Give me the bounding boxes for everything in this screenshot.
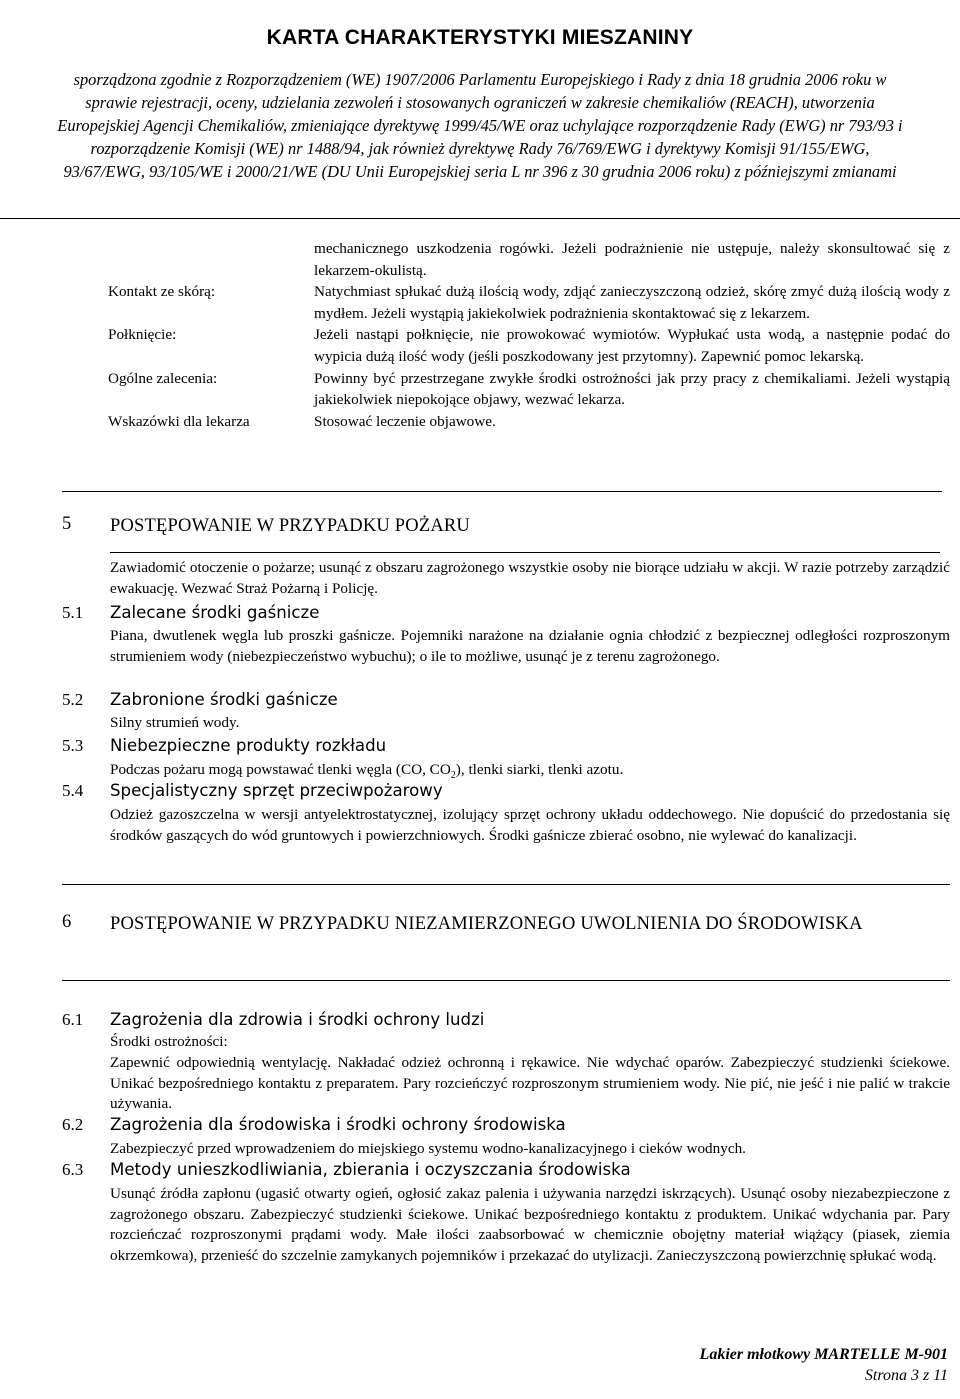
- first-aid-text: Natychmiast spłukać dużą ilością wody, zdjąć zanieczyszczoną odzież, skórę zmyć dużą ilością wody z mydłem. Jeżeli wystąpią jakiekolwiek podrażnienia skontaktować się z lekarzem.: [314, 283, 950, 322]
- first-aid-row: [108, 368, 950, 411]
- subsection-number: 6.3: [62, 1160, 84, 1179]
- first-aid-label: Wskazówki dla lekarza: [108, 412, 250, 430]
- subsection-number: 5.3: [62, 736, 84, 755]
- first-aid-row: [108, 238, 950, 281]
- subsection-title: Zagrożenia dla zdrowia i środki ochrony ludzi: [110, 1010, 485, 1029]
- subsection-6-1-heading: [62, 1010, 942, 1034]
- section-5-heading: [62, 514, 942, 540]
- subsection-title: Zalecane środki gaśnicze: [110, 603, 320, 622]
- divider: [110, 552, 940, 553]
- first-aid-text: Powinny być przestrzegane zwykłe środki ostrożności jak przy pracy z chemikaliami. Jeżeli wystąpią jakiekolwiek niepokojące objawy, wezwać lekarza.: [314, 369, 950, 409]
- subsection-title: Zagrożenia dla środowiska i środki ochrony środowiska: [110, 1115, 566, 1134]
- first-aid-text: Jeżeli nastąpi połknięcie, nie prowokować wymiotów. Wypłukać usta wodą, a następnie podać do wypicia dużą ilość wody (jeśli poszkodowany jest przytomny). Zapewnić pomoc lekarską.: [314, 326, 950, 365]
- first-aid-row: [108, 324, 950, 367]
- first-aid-row: [108, 411, 950, 433]
- document-title: KARTA CHARAKTERYSTYKI MIESZANINY: [266, 26, 694, 49]
- first-aid-row: [108, 281, 950, 324]
- section-title: POSTĘPOWANIE W PRZYPADKU POŻARU: [110, 516, 470, 536]
- first-aid-text: Stosować leczenie objawowe.: [314, 412, 496, 430]
- subsection-title: Zabronione środki gaśnicze: [110, 690, 338, 709]
- subsection-5-4-heading: [62, 781, 942, 805]
- first-aid-label: [108, 238, 314, 281]
- subsection-6-3-text: Usunąć źródła zapłonu (ugasić otwarty ogień, ogłosić zakaz palenia i używania narzędzi iskrzących). Usunąć osoby niezabezpieczone z zagrożonego obszaru. Zabezpieczyć studzienki ściekowe. Unikać bezpośredniego kontaktu z produktem. Unikać wdychania par. Pary rozcieńczać rozproszonymi prądami wody. Małe ilości zaabsorbować w chemicznie obojętny materiał wiążący (piasek, ziemia okrzemkowa), przenieść do szczelnie zamykanych pojemników i przekazać do utylizacji. Zanieczyszczoną powierzchnię spłukać wodą.: [110, 1185, 950, 1264]
- subsection-number: 6.1: [62, 1010, 84, 1029]
- subsection-5-4-text: Odzież gazoszczelna w wersji antyelektrostatycznej, izolujący sprzęt ochrony układu oddechowego. Nie dopuścić do przedostania się środków gaszących do wód gruntowych i powierzchniowych. Środki gaśnicze zbierać osobno, nie wylewać do kanalizacji.: [110, 806, 950, 844]
- divider: [62, 980, 950, 981]
- section-6-heading: [62, 912, 942, 964]
- subscript: 2: [450, 770, 456, 782]
- divider: [62, 884, 950, 885]
- subsection-title: Metody unieszkodliwiania, zbierania i oczyszczania środowiska: [110, 1160, 631, 1179]
- first-aid-label: Kontakt ze skórą:: [108, 283, 216, 301]
- subsection-number: 5.4: [62, 781, 84, 800]
- section-title: POSTĘPOWANIE W PRZYPADKU NIEZAMIERZONEGO UWOLNIENIA DO ŚRODOWISKA: [110, 914, 863, 934]
- document-header: [0, 0, 960, 219]
- subsection-title: Specjalistyczny sprzęt przeciwpożarowy: [110, 781, 443, 800]
- subsection-6-1-text: Zapewnić odpowiednią wentylację. Nakładać odzież ochronną i rękawice. Nie wdychać oparów. Zabezpieczyć studzienki ściekowe. Unikać bezpośredniego kontaktu z preparatem. Pary rozcieńczyć rozproszonym strumieniem wody. Nie pić, nie jeść i nie palić w trakcie używania.: [110, 1054, 950, 1112]
- subsection-6-3-heading: [62, 1160, 942, 1184]
- text-fragment: ), tlenki siarki, tlenki azotu.: [455, 761, 624, 778]
- footer-page: Strona 3 z 11: [864, 1367, 948, 1384]
- footer-product: Lakier młotkowy MARTELLE M-901: [699, 1346, 948, 1363]
- subsection-number: 5.2: [62, 690, 84, 709]
- subsection-5-3-heading: [62, 736, 942, 760]
- subsection-5-1-heading: [62, 603, 942, 627]
- subsection-title: Niebezpieczne produkty rozkładu: [110, 736, 387, 755]
- subsection-6-2-heading: [62, 1115, 942, 1139]
- section-number: 6: [62, 912, 72, 932]
- subsection-number: 6.2: [62, 1115, 84, 1134]
- regulation-note: sporządzona zgodnie z Rozporządzeniem (WE) 1907/2006 Parlamentu Europejskiego i Rady z dnia 18 grudnia 2006 roku w sprawie rejestracji, oceny, udzielania zezwoleń i stosowanych ograniczeń w zakresie chemikaliów (REACH), utworzenia Europejskiej Agencji Chemikaliów, zmieniające dyrektywę 1999/45/WE oraz uchylające rozporządzenie Rady (EWG) nr 793/93 i rozporządzenie Komisji (WE) nr 1488/94, jak również dyrektywę Rady 76/769/EWG i dyrektywy Komisji 91/155/EWG, 93/67/EWG, 93/105/WE i 2000/21/WE (DU Unii Europejskiej seria L nr 396 z 30 grudnia 2006 roku) z późniejszymi zmianami: [57, 70, 903, 181]
- first-aid-label: Połknięcie:: [108, 326, 177, 344]
- section-number: 5: [62, 514, 72, 534]
- text-fragment: Podczas pożaru mogą powstawać tlenki węgla (CO, CO: [110, 761, 451, 778]
- subsection-5-2-heading: [62, 690, 942, 714]
- subsection-6-2-text: Zabezpieczyć przed wprowadzeniem do miejskiego systemu wodno-kanalizacyjnego i cieków wodnych.: [110, 1140, 746, 1157]
- first-aid-table: [108, 238, 950, 432]
- divider: [62, 491, 942, 492]
- subsection-6-1-label: Środki ostrożności:: [110, 1033, 228, 1050]
- first-aid-text: mechanicznego uszkodzenia rogówki. Jeżeli podrażnienie nie ustępuje, należy skonsultować się z lekarzem-okulistą.: [314, 240, 950, 279]
- subsection-5-1-text: Piana, dwutlenek węgla lub proszki gaśnicze. Pojemniki narażone na działanie ognia chłodzić z bezpiecznej odległości rozproszonym strumieniem wody (niebezpieczeństwo wybuchu); o ile to możliwe, usunąć je z terenu zagrożonego.: [110, 627, 950, 665]
- subsection-number: 5.1: [62, 603, 84, 622]
- section-5-intro: Zawiadomić otoczenie o pożarze; usunąć z obszaru zagrożonego wszystkie osoby nie biorące udziału w akcji. W razie potrzeby zarządzić ewakuację. Wezwać Straż Pożarną i Policję.: [110, 559, 950, 597]
- first-aid-label: Ogólne zalecenia:: [108, 369, 218, 387]
- subsection-5-2-text: Silny strumień wody.: [110, 714, 240, 731]
